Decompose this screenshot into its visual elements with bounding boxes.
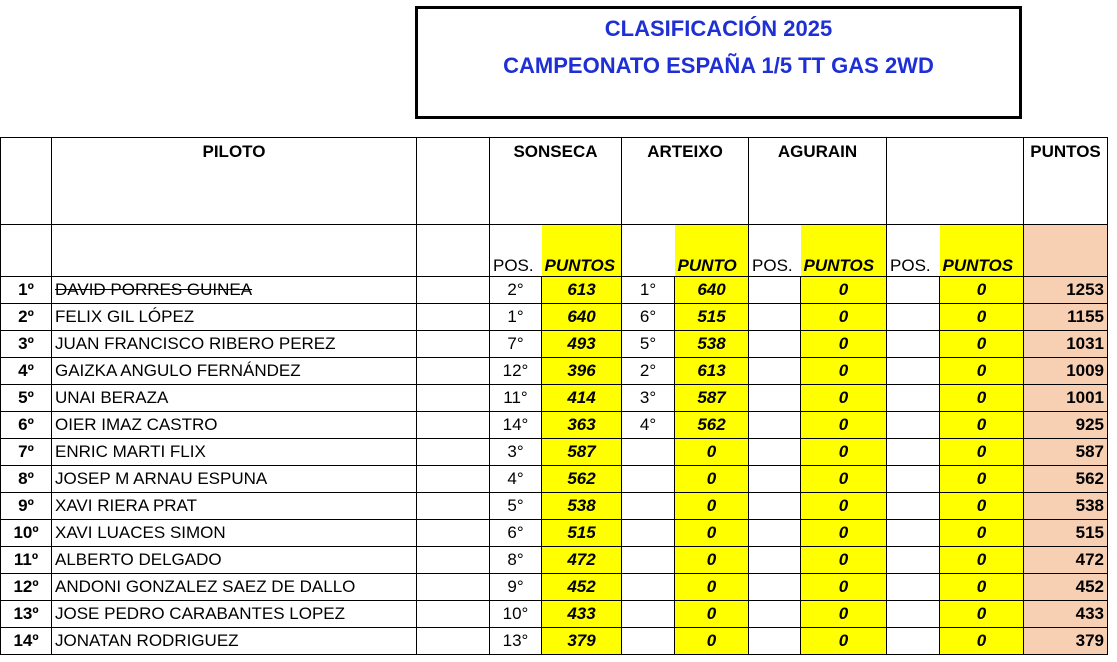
- blank-cell: [417, 520, 490, 547]
- agurain-pos-cell: [749, 358, 801, 385]
- total-points-cell: 1155: [1024, 304, 1108, 331]
- race4-points-cell: 0: [940, 574, 1024, 601]
- race4-points-cell: 0: [940, 412, 1024, 439]
- sonseca-pos-cell: 13°: [490, 628, 542, 655]
- sonseca-points-cell: 613: [542, 277, 622, 304]
- agurain-pos-cell: [749, 493, 801, 520]
- blank-cell: [417, 493, 490, 520]
- sonseca-points-cell: 640: [542, 304, 622, 331]
- rank-cell: 7º: [1, 439, 52, 466]
- sonseca-pos-cell: 12°: [490, 358, 542, 385]
- sonseca-points-cell: 587: [542, 439, 622, 466]
- sonseca-points-cell: 538: [542, 493, 622, 520]
- blank-cell: [417, 358, 490, 385]
- header-rank-blank: [1, 138, 52, 225]
- table-row: [1, 412, 1108, 439]
- arteixo-pos-cell: [622, 601, 675, 628]
- agurain-pos-cell: [749, 277, 801, 304]
- race4-pos-cell: [887, 277, 940, 304]
- sonseca-points-cell: 493: [542, 331, 622, 358]
- race4-pos-cell: [887, 520, 940, 547]
- rank-cell: 6º: [1, 412, 52, 439]
- blank-cell: [417, 547, 490, 574]
- arteixo-pos-cell: 3°: [622, 385, 675, 412]
- table-row: [1, 439, 1108, 466]
- arteixo-points-cell: 515: [675, 304, 749, 331]
- pilot-name-cell: GAIZKA ANGULO FERNÁNDEZ: [52, 358, 417, 385]
- race4-pos-cell: [887, 412, 940, 439]
- blank-cell: [417, 412, 490, 439]
- agurain-points-cell: 0: [801, 385, 887, 412]
- race4-pos-cell: [887, 547, 940, 574]
- rank-cell: 10º: [1, 520, 52, 547]
- total-points-cell: 379: [1024, 628, 1108, 655]
- sonseca-pos-cell: 1°: [490, 304, 542, 331]
- agurain-points-cell: 0: [801, 601, 887, 628]
- arteixo-pos-cell: 4°: [622, 412, 675, 439]
- agurain-points-cell: 0: [801, 304, 887, 331]
- race4-pos-cell: [887, 628, 940, 655]
- subheader-punto-2: PUNTO: [675, 225, 749, 277]
- pilot-name-cell: UNAI BERAZA: [52, 385, 417, 412]
- sonseca-points-cell: 472: [542, 547, 622, 574]
- race4-points-cell: 0: [940, 628, 1024, 655]
- race4-pos-cell: [887, 601, 940, 628]
- pilot-name-cell: FELIX GIL LÓPEZ: [52, 304, 417, 331]
- subheader-puntos-4: PUNTOS: [940, 225, 1024, 277]
- blank-cell: [417, 628, 490, 655]
- header-piloto: PILOTO: [52, 138, 417, 225]
- header-race-blank: [887, 138, 1024, 225]
- agurain-pos-cell: [749, 439, 801, 466]
- race4-points-cell: 0: [940, 358, 1024, 385]
- arteixo-pos-cell: 2°: [622, 358, 675, 385]
- total-points-cell: 472: [1024, 547, 1108, 574]
- rank-cell: 11º: [1, 547, 52, 574]
- table-row: [1, 277, 1108, 304]
- total-points-cell: 515: [1024, 520, 1108, 547]
- agurain-points-cell: 0: [801, 412, 887, 439]
- race4-pos-cell: [887, 466, 940, 493]
- race4-points-cell: 0: [940, 331, 1024, 358]
- race4-pos-cell: [887, 385, 940, 412]
- agurain-points-cell: 0: [801, 574, 887, 601]
- arteixo-pos-cell: [622, 466, 675, 493]
- arteixo-points-cell: 0: [675, 628, 749, 655]
- total-points-cell: 452: [1024, 574, 1108, 601]
- header-race-arteixo: ARTEIXO: [622, 138, 749, 225]
- pilot-name-cell: DAVID PORRES GUINEA: [52, 277, 417, 304]
- blank-cell: [417, 466, 490, 493]
- header-race-agurain: AGURAIN: [749, 138, 887, 225]
- rank-cell: 13º: [1, 601, 52, 628]
- agurain-pos-cell: [749, 466, 801, 493]
- blank-cell: [417, 439, 490, 466]
- arteixo-pos-cell: [622, 520, 675, 547]
- table-row: [1, 358, 1108, 385]
- race4-points-cell: 0: [940, 439, 1024, 466]
- race4-points-cell: 0: [940, 277, 1024, 304]
- sonseca-points-cell: 414: [542, 385, 622, 412]
- table-row: [1, 574, 1108, 601]
- arteixo-points-cell: 562: [675, 412, 749, 439]
- agurain-pos-cell: [749, 547, 801, 574]
- header-row-2: [1, 225, 1108, 277]
- race4-points-cell: 0: [940, 304, 1024, 331]
- table-row: [1, 493, 1108, 520]
- race4-points-cell: 0: [940, 385, 1024, 412]
- rank-cell: 4º: [1, 358, 52, 385]
- rank-cell: 3º: [1, 331, 52, 358]
- pilot-name-cell: XAVI LUACES SIMON: [52, 520, 417, 547]
- race4-points-cell: 0: [940, 547, 1024, 574]
- total-points-cell: 1253: [1024, 277, 1108, 304]
- arteixo-pos-cell: 1°: [622, 277, 675, 304]
- sonseca-points-cell: 379: [542, 628, 622, 655]
- total-points-cell: 433: [1024, 601, 1108, 628]
- pilot-name-cell: OIER IMAZ CASTRO: [52, 412, 417, 439]
- agurain-pos-cell: [749, 574, 801, 601]
- blank-cell: [417, 331, 490, 358]
- table-row: [1, 628, 1108, 655]
- arteixo-pos-cell: [622, 628, 675, 655]
- subheader-puntos-3: PUNTOS: [801, 225, 887, 277]
- subheader-pos-4: POS.: [887, 225, 940, 277]
- agurain-points-cell: 0: [801, 439, 887, 466]
- agurain-pos-cell: [749, 412, 801, 439]
- pilot-name-cell: ENRIC MARTI FLIX: [52, 439, 417, 466]
- sonseca-pos-cell: 2°: [490, 277, 542, 304]
- subheader-blank-name: [52, 225, 417, 277]
- race4-points-cell: 0: [940, 520, 1024, 547]
- blank-cell: [417, 574, 490, 601]
- sonseca-pos-cell: 11°: [490, 385, 542, 412]
- rank-cell: 9º: [1, 493, 52, 520]
- agurain-points-cell: 0: [801, 628, 887, 655]
- rank-cell: 2º: [1, 304, 52, 331]
- sonseca-pos-cell: 3°: [490, 439, 542, 466]
- agurain-points-cell: 0: [801, 520, 887, 547]
- race4-pos-cell: [887, 358, 940, 385]
- arteixo-points-cell: 0: [675, 493, 749, 520]
- sonseca-pos-cell: 9°: [490, 574, 542, 601]
- agurain-points-cell: 0: [801, 277, 887, 304]
- rank-cell: 5º: [1, 385, 52, 412]
- sonseca-pos-cell: 5°: [490, 493, 542, 520]
- header-row-1: [1, 138, 1108, 225]
- rank-cell: 1º: [1, 277, 52, 304]
- sonseca-pos-cell: 10°: [490, 601, 542, 628]
- sonseca-points-cell: 452: [542, 574, 622, 601]
- pilot-name-cell: ALBERTO DELGADO: [52, 547, 417, 574]
- header-blank-1: [417, 138, 490, 225]
- subheader-blank-2: [417, 225, 490, 277]
- pilot-name-cell: JUAN FRANCISCO RIBERO PEREZ: [52, 331, 417, 358]
- table-row: [1, 466, 1108, 493]
- blank-cell: [417, 385, 490, 412]
- subheader-blank-rank: [1, 225, 52, 277]
- sonseca-pos-cell: 14°: [490, 412, 542, 439]
- agurain-pos-cell: [749, 628, 801, 655]
- sonseca-pos-cell: 7°: [490, 331, 542, 358]
- agurain-pos-cell: [749, 385, 801, 412]
- table-row: [1, 520, 1108, 547]
- total-points-cell: 1001: [1024, 385, 1108, 412]
- header-puntos-total: PUNTOS: [1024, 138, 1108, 225]
- agurain-points-cell: 0: [801, 547, 887, 574]
- table-row: [1, 331, 1108, 358]
- rank-cell: 8º: [1, 466, 52, 493]
- standings-table: [0, 137, 1108, 655]
- race4-pos-cell: [887, 439, 940, 466]
- arteixo-points-cell: 0: [675, 466, 749, 493]
- sonseca-points-cell: 515: [542, 520, 622, 547]
- agurain-points-cell: 0: [801, 358, 887, 385]
- arteixo-points-cell: 587: [675, 385, 749, 412]
- sonseca-points-cell: 433: [542, 601, 622, 628]
- arteixo-points-cell: 613: [675, 358, 749, 385]
- race4-pos-cell: [887, 331, 940, 358]
- agurain-pos-cell: [749, 520, 801, 547]
- sonseca-points-cell: 363: [542, 412, 622, 439]
- table-row: [1, 385, 1108, 412]
- total-points-cell: 1031: [1024, 331, 1108, 358]
- blank-cell: [417, 277, 490, 304]
- rank-cell: 14º: [1, 628, 52, 655]
- agurain-pos-cell: [749, 304, 801, 331]
- arteixo-points-cell: 0: [675, 547, 749, 574]
- arteixo-points-cell: 0: [675, 601, 749, 628]
- race4-points-cell: 0: [940, 493, 1024, 520]
- total-points-cell: 587: [1024, 439, 1108, 466]
- arteixo-pos-cell: [622, 547, 675, 574]
- arteixo-pos-cell: 6°: [622, 304, 675, 331]
- sonseca-pos-cell: 4°: [490, 466, 542, 493]
- pilot-name-cell: JOSEP M ARNAU ESPUNA: [52, 466, 417, 493]
- blank-cell: [417, 601, 490, 628]
- subheader-pos-1: POS.: [490, 225, 542, 277]
- agurain-pos-cell: [749, 331, 801, 358]
- agurain-points-cell: 0: [801, 331, 887, 358]
- pilot-name-cell: ANDONI GONZALEZ SAEZ DE DALLO: [52, 574, 417, 601]
- rank-cell: 12º: [1, 574, 52, 601]
- title-line-2: CAMPEONATO ESPAÑA 1/5 TT GAS 2WD: [503, 53, 934, 78]
- agurain-points-cell: 0: [801, 466, 887, 493]
- arteixo-pos-cell: [622, 574, 675, 601]
- arteixo-pos-cell: [622, 493, 675, 520]
- pilot-name-cell: JONATAN RODRIGUEZ: [52, 628, 417, 655]
- arteixo-points-cell: 640: [675, 277, 749, 304]
- arteixo-points-cell: 538: [675, 331, 749, 358]
- agurain-pos-cell: [749, 601, 801, 628]
- header-race-sonseca: SONSECA: [490, 138, 622, 225]
- sonseca-pos-cell: 8°: [490, 547, 542, 574]
- pilot-name-cell: JOSE PEDRO CARABANTES LOPEZ: [52, 601, 417, 628]
- race4-pos-cell: [887, 493, 940, 520]
- sonseca-points-cell: 396: [542, 358, 622, 385]
- arteixo-points-cell: 0: [675, 520, 749, 547]
- table-row: [1, 547, 1108, 574]
- subheader-total-blank: [1024, 225, 1108, 277]
- subheader-puntos-1: PUNTOS: [542, 225, 622, 277]
- arteixo-pos-cell: [622, 439, 675, 466]
- title-line-1: CLASIFICACIÓN 2025: [604, 16, 833, 41]
- subheader-pos-2-blank: [622, 225, 675, 277]
- arteixo-points-cell: 0: [675, 439, 749, 466]
- total-points-cell: 562: [1024, 466, 1108, 493]
- title-box: [415, 6, 1022, 119]
- race4-points-cell: 0: [940, 466, 1024, 493]
- sonseca-points-cell: 562: [542, 466, 622, 493]
- arteixo-pos-cell: 5°: [622, 331, 675, 358]
- sonseca-pos-cell: 6°: [490, 520, 542, 547]
- total-points-cell: 538: [1024, 493, 1108, 520]
- arteixo-points-cell: 0: [675, 574, 749, 601]
- total-points-cell: 925: [1024, 412, 1108, 439]
- total-points-cell: 1009: [1024, 358, 1108, 385]
- table-row: [1, 304, 1108, 331]
- subheader-pos-3: POS.: [749, 225, 801, 277]
- race4-pos-cell: [887, 304, 940, 331]
- table-row: [1, 601, 1108, 628]
- agurain-points-cell: 0: [801, 493, 887, 520]
- race4-pos-cell: [887, 574, 940, 601]
- race4-points-cell: 0: [940, 601, 1024, 628]
- pilot-name-cell: XAVI RIERA PRAT: [52, 493, 417, 520]
- blank-cell: [417, 304, 490, 331]
